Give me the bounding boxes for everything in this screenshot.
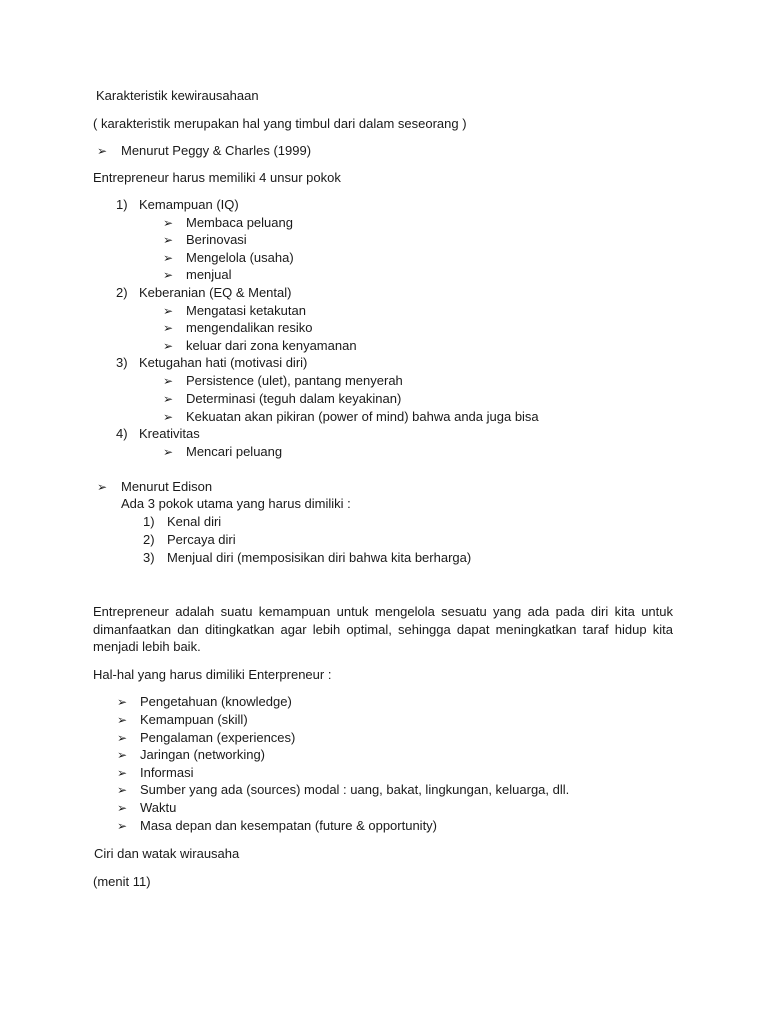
list-item: Pengalaman (experiences): [140, 730, 296, 745]
list-item: Pengetahuan (knowledge): [140, 694, 292, 709]
arrow-bullet-icon: ➢: [163, 374, 174, 388]
list-item: Informasi: [140, 765, 194, 780]
sub-list-item: Determinasi (teguh dalam keyakinan): [186, 391, 402, 406]
arrow-bullet-icon: ➢: [163, 445, 174, 459]
arrow-bullet-icon: ➢: [163, 233, 174, 247]
sub-list-item: Berinovasi: [186, 232, 247, 247]
sub-list-item: Mencari peluang: [186, 444, 283, 459]
arrow-bullet-icon: ➢: [117, 695, 128, 709]
arrow-bullet-icon: ➢: [163, 304, 174, 318]
arrow-bullet-icon: ➢: [97, 144, 108, 158]
arrow-bullet-icon: ➢: [117, 801, 128, 815]
list-item: Kenal diri: [167, 514, 222, 529]
arrow-bullet-icon: ➢: [117, 819, 128, 833]
arrow-bullet-icon: ➢: [163, 268, 174, 282]
arrow-bullet-icon: ➢: [97, 480, 108, 494]
edison-heading: Menurut Edison: [121, 479, 213, 494]
sub-list-item: Mengatasi ketakutan: [186, 303, 306, 318]
list-number: 2): [143, 532, 155, 547]
sub-list-item: Persistence (ulet), pantang menyerah: [186, 373, 403, 388]
list-number: 4): [116, 426, 128, 441]
list-number: 2): [116, 285, 128, 300]
list-item: Keberanian (EQ & Mental): [139, 285, 292, 300]
list-item: Kemampuan (IQ): [139, 197, 239, 212]
arrow-bullet-icon: ➢: [163, 392, 174, 406]
list-number: 1): [143, 514, 155, 529]
sub-list-item: mengendalikan resiko: [186, 320, 313, 335]
arrow-bullet-icon: ➢: [163, 410, 174, 424]
arrow-bullet-icon: ➢: [117, 766, 128, 780]
list-number: 3): [143, 550, 155, 565]
list-item: Kemampuan (skill): [140, 712, 248, 727]
list-item: Ketugahan hati (motivasi diri): [139, 355, 308, 370]
sub-list-item: keluar dari zona kenyamanan: [186, 338, 357, 353]
arrow-bullet-icon: ➢: [117, 748, 128, 762]
sub-list-item: Kekuatan akan pikiran (power of mind) bahwa anda juga bisa: [186, 409, 539, 424]
footer-note: (menit 11): [93, 874, 151, 889]
list-number: 3): [116, 355, 128, 370]
arrow-bullet-icon: ➢: [117, 713, 128, 727]
needs-heading: Hal-hal yang harus dimiliki Enterpreneur :: [93, 667, 332, 682]
arrow-bullet-icon: ➢: [163, 251, 174, 265]
list-item: Menjual diri (memposisikan diri bahwa kita berharga): [167, 550, 472, 565]
arrow-bullet-icon: ➢: [163, 321, 174, 335]
sub-list-item: Membaca peluang: [186, 215, 293, 230]
list-item: Sumber yang ada (sources) modal : uang, bakat, lingkungan, keluarga, dll.: [140, 782, 570, 797]
arrow-bullet-icon: ➢: [117, 731, 128, 745]
list-item: Kreativitas: [139, 426, 200, 441]
arrow-bullet-icon: ➢: [117, 783, 128, 797]
arrow-bullet-icon: ➢: [163, 339, 174, 353]
list-item: Masa depan dan kesempatan (future & opportunity): [140, 818, 438, 833]
list-number: 1): [116, 197, 128, 212]
list-item: Waktu: [140, 800, 177, 815]
peggy-intro: Entrepreneur harus memiliki 4 unsur pokok: [93, 170, 341, 185]
edison-intro: Ada 3 pokok utama yang harus dimiliki :: [121, 496, 351, 511]
sub-list-item: Mengelola (usaha): [186, 250, 294, 265]
definition-paragraph: Entrepreneur adalah suatu kemampuan untuk mengelola sesuatu yang ada pada diri kita untuk dimanfaatkan dan ditingkatkan agar lebih optimal, sehingga dapat meningkatkan taraf hidup kita menjadi lebih baik.: [93, 604, 673, 654]
doc-title: Karakteristik kewirausahaan: [96, 88, 259, 103]
list-item: Percaya diri: [167, 532, 236, 547]
arrow-bullet-icon: ➢: [163, 216, 174, 230]
sub-list-item: menjual: [186, 267, 232, 282]
doc-subtitle: ( karakteristik merupakan hal yang timbul dari dalam seseorang ): [93, 116, 467, 131]
list-item: Jaringan (networking): [140, 747, 266, 762]
footer-heading: Ciri dan watak wirausaha: [94, 846, 240, 861]
peggy-heading: Menurut Peggy & Charles (1999): [121, 143, 312, 158]
